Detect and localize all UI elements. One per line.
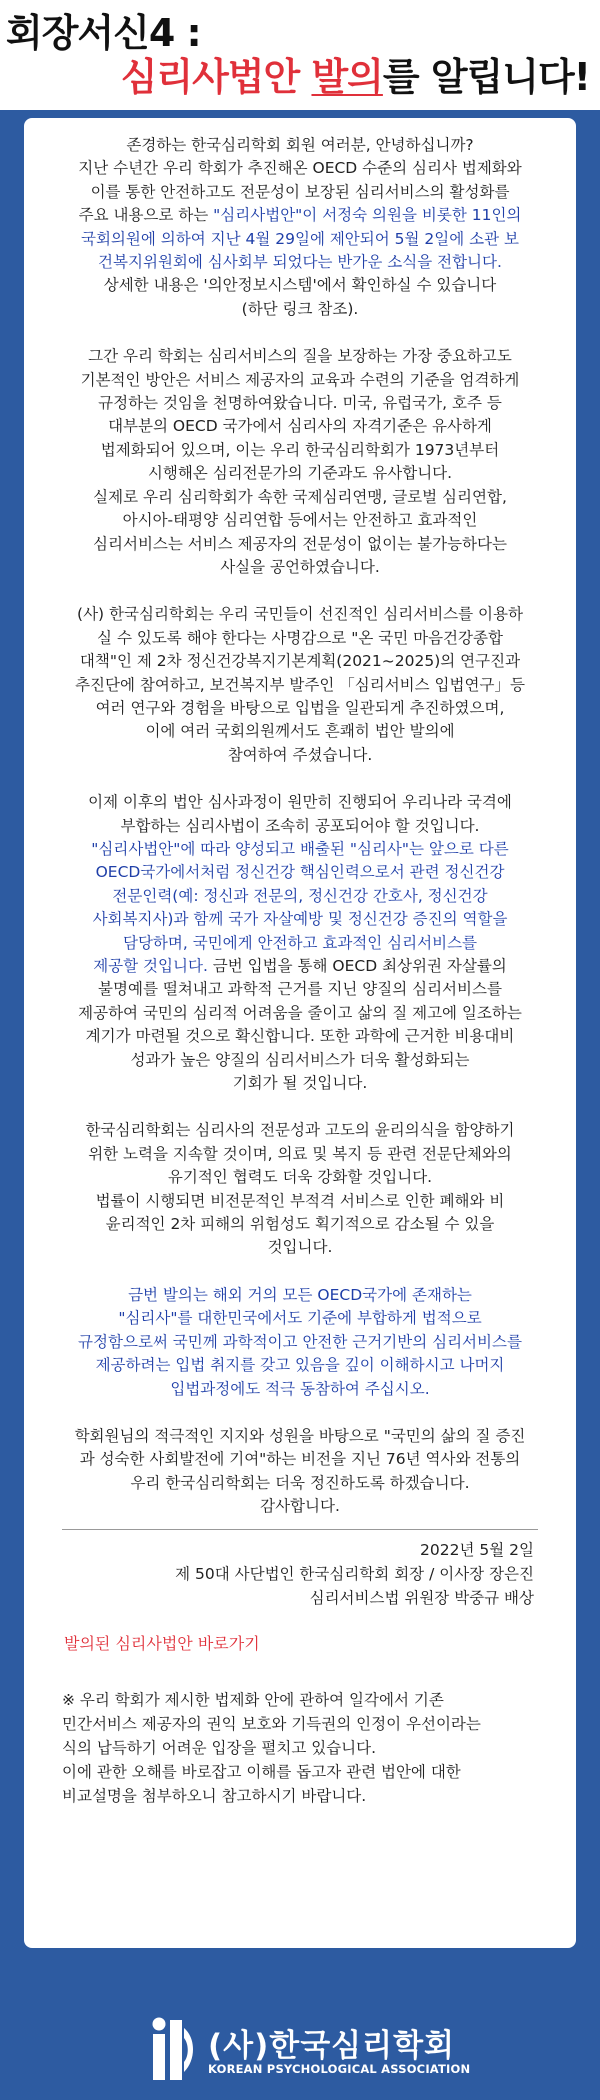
letter-line: 실제로 우리 심리학회가 속한 국제심리연맹, 글로벌 심리연합, xyxy=(93,487,507,506)
letter-line: 대책"인 제 2차 정신건강복지기본계획(2021~2025)의 연구진과 xyxy=(79,652,521,671)
letter-line-highlight: 전문인력(예: 정신과 전문의, 정신건강 간호사, 정신건강 xyxy=(112,886,488,905)
divider xyxy=(62,1529,538,1530)
signature-block xyxy=(46,1538,554,1610)
letter-line: 사실을 공언하였습니다. xyxy=(220,557,380,576)
letter-line xyxy=(46,955,554,978)
letter-line: 시행해온 심리전문가의 기준과도 유사합니다. xyxy=(147,464,453,483)
header-title-line1: 회장서신4 : xyxy=(6,11,201,55)
letter-line: 존경하는 한국심리학회 회원 여러분, 안녕하십니까? xyxy=(126,136,474,154)
letter-line: 유기적인 협력도 더욱 강화할 것입니다. xyxy=(167,1168,433,1187)
letter-line-highlight: 국회의원에 의하여 지난 4월 29일에 제안되어 5월 2일에 소관 보 xyxy=(80,229,520,248)
letter-line-highlight: OECD국가에서처럼 정신건강 핵심인력으로서 관련 정신건강 xyxy=(95,863,505,882)
letter-line: 아시아-태평양 심리연합 등에서는 안전하고 효과적인 xyxy=(122,511,478,530)
signature-date: 2022년 5월 2일 xyxy=(420,1540,534,1559)
signature-committee: 심리서비스법 위원장 박중규 배상 xyxy=(309,1588,534,1607)
letter-line-highlight: 입법과정에도 적극 동참하여 주십시오. xyxy=(170,1379,430,1398)
letter-line: 한국심리학회는 심리사의 전문성과 고도의 윤리의식을 함양하기 xyxy=(85,1121,515,1140)
org-name-korean: (사)한국심리학회 xyxy=(208,2028,455,2064)
letter-line: 심리서비스는 서비스 제공자의 전문성이 없이는 불가능하다는 xyxy=(93,534,507,553)
page-header xyxy=(0,0,600,105)
letter-line: 이를 통한 안전하고도 전문성이 보장된 심리서비스의 활성화를 xyxy=(90,182,510,201)
letter-line: 참여하여 주셨습니다. xyxy=(227,745,373,764)
letter-line xyxy=(46,204,554,227)
letter-line: 감사합니다. xyxy=(260,1497,340,1516)
letter-line-highlight: 사회복지사)과 함께 국가 자살예방 및 정신건강 증진의 역할을 xyxy=(92,910,508,929)
kpa-logo-icon xyxy=(150,2016,200,2082)
text-fragment: 금번 입법을 통해 OECD 최상위권 자살률의 xyxy=(207,957,507,975)
letter-line: 성과가 높은 양질의 심리서비스가 더욱 활성화되는 xyxy=(130,1050,470,1069)
letter-line: 불명예를 떨쳐내고 과학적 근거를 지닌 양질의 심리서비스를 xyxy=(98,980,502,999)
letter-line-highlight: 담당하며, 국민에게 안전하고 효과적인 심리서비스를 xyxy=(122,933,478,952)
letter-line: 과 성숙한 사회발전에 기여"하는 비전을 지닌 76년 역사와 전통의 xyxy=(79,1450,521,1469)
paragraph-background xyxy=(46,345,554,579)
letter-line: 제공하여 국민의 심리적 어려움을 줄이고 삶의 질 제고에 일조하는 xyxy=(78,1003,522,1022)
header-title-red: 심리사법안 xyxy=(120,55,300,99)
header-title-black: 를 알립니다! xyxy=(382,55,590,99)
note-block xyxy=(62,1688,554,1808)
letter-line: 이제 이후의 법안 심사과정이 원만히 진행되어 우리나라 국격에 xyxy=(88,793,512,812)
note-line: 비교설명을 첨부하오니 참고하시기 바랍니다. xyxy=(62,1786,367,1805)
letter-line-highlight: 제공하려는 입법 취지를 갖고 있음을 깊이 이해하시고 나머지 xyxy=(95,1356,505,1375)
letter-line: 대부분의 OECD 국가에서 심리사의 자격기준은 유사하게 xyxy=(108,417,492,436)
paragraph-efforts xyxy=(46,603,554,767)
letter-line: 이에 여러 국회의원께서도 흔쾌히 법안 발의에 xyxy=(145,722,455,741)
header-title-line2 xyxy=(121,46,590,101)
letter-card xyxy=(24,118,576,1948)
letter-line-highlight: 금번 발의는 해외 거의 모든 OECD국가에 존재하는 xyxy=(128,1285,472,1304)
letter-line: 그간 우리 학회는 심리서비스의 질을 보장하는 가장 중요하고도 xyxy=(88,347,512,366)
text-fragment-highlight: "심리사법안"이 서정숙 의원을 비롯한 11인의 xyxy=(213,206,522,225)
signature-president: 제 50대 사단법인 한국심리학회 회장 / 이사장 장은진 xyxy=(175,1564,534,1583)
letter-line-highlight: "심리사"를 대한민국에서도 기준에 부합하게 법적으로 xyxy=(118,1309,482,1328)
letter-line: 기회가 될 것입니다. xyxy=(232,1074,368,1093)
letter-line: 법률이 시행되면 비전문적인 부적격 서비스로 인한 폐해와 비 xyxy=(95,1191,505,1210)
text-fragment: 주요 내용으로 하는 xyxy=(78,206,214,225)
paragraph-commitment xyxy=(46,1119,554,1259)
letter-content xyxy=(24,118,576,1808)
letter-line: 계기가 마련될 것으로 확신합니다. 또한 과학에 근거한 비용대비 xyxy=(85,1027,515,1046)
header-title-red-underlined: 발의 xyxy=(311,55,383,99)
letter-line: (사) 한국심리학회는 우리 국민들이 선진적인 심리서비스를 이용하 xyxy=(77,605,523,624)
paragraph-appeal xyxy=(46,1284,554,1401)
note-line: ※ 우리 학회가 제시한 법제화 안에 관하여 일각에서 기존 xyxy=(62,1690,444,1709)
paragraph-outlook xyxy=(46,791,554,1095)
letter-line: 규정하는 것임을 천명하여왔습니다. 미국, 유럽국가, 호주 등 xyxy=(98,394,502,413)
letter-line: 기본적인 방안은 서비스 제공자의 교육과 수련의 기준을 엄격하게 xyxy=(80,370,520,389)
note-line: 민간서비스 제공자의 권익 보호와 기득권의 인정이 우선이라는 xyxy=(62,1714,481,1733)
letter-line: 윤리적인 2차 피해의 위험성도 획기적으로 감소될 수 있을 xyxy=(105,1215,495,1234)
letter-line: 학회원님의 적극적인 지지와 성원을 바탕으로 "국민의 삶의 질 증진 xyxy=(74,1426,526,1445)
paragraph-intro xyxy=(46,134,554,321)
text-fragment-highlight: 제공할 것입니다. xyxy=(93,957,208,975)
bill-link[interactable]: 발의된 심리사법안 바로가기 xyxy=(64,1633,260,1653)
letter-panel xyxy=(0,110,600,2000)
org-logo xyxy=(150,2016,470,2084)
letter-line: 우리 한국심리학회는 더욱 정진하도록 하겠습니다. xyxy=(130,1473,470,1492)
letter-line: 법제화되어 있으며, 이는 우리 한국심리학회가 1973년부터 xyxy=(100,440,500,459)
letter-line-highlight: 건복지위원회에 심사회부 되었다는 반가운 소식을 전합니다. xyxy=(98,253,502,272)
letter-line: 지난 수년간 우리 학회가 추진해온 OECD 수준의 심리사 법제화와 xyxy=(78,159,522,178)
letter-line: 위한 노력을 지속할 것이며, 의료 및 복지 등 관련 전문단체와의 xyxy=(88,1144,512,1163)
letter-line: 추진단에 참여하고, 보건복지부 발주인 「심리서비스 입법연구」등 xyxy=(75,675,525,694)
page-footer xyxy=(0,2000,600,2100)
letter-line: 부합하는 심리사법이 조속히 공포되어야 할 것입니다. xyxy=(120,816,480,835)
paragraph-closing xyxy=(46,1425,554,1519)
letter-line-highlight: 규정함으로써 국민께 과학적이고 안전한 근거기반의 심리서비스를 xyxy=(78,1332,522,1351)
letter-line-highlight: "심리사법안"에 따라 양성되고 배출된 "심리사"는 앞으로 다른 xyxy=(91,839,509,858)
letter-line: 상세한 내용은 '의안정보시스템'에서 확인하실 수 있습니다 xyxy=(103,276,497,295)
note-line: 식의 납득하기 어려운 입장을 펼치고 있습니다. xyxy=(62,1738,377,1757)
org-name-english: KOREAN PSYCHOLOGICAL ASSOCIATION xyxy=(208,2062,471,2076)
letter-line: 것입니다. xyxy=(267,1238,333,1257)
letter-line: 여러 연구와 경험을 바탕으로 입법을 일관되게 추진하였으며, xyxy=(95,698,505,717)
letter-line: (하단 링크 참조). xyxy=(241,299,359,318)
letter-line: 실 수 있도록 해야 한다는 사명감으로 "온 국민 마음건강종합 xyxy=(97,628,503,647)
note-line: 이에 관한 오해를 바로잡고 이해를 돕고자 관련 법안에 대한 xyxy=(62,1762,461,1781)
